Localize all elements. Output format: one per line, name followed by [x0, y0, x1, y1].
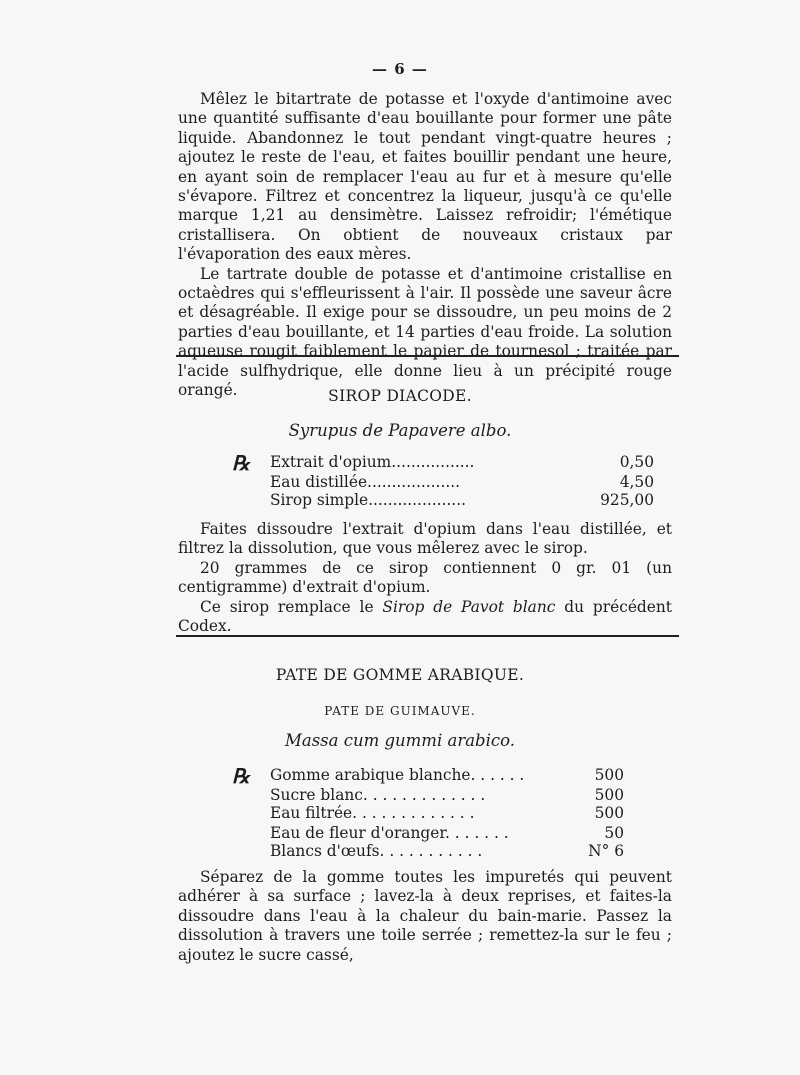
- latin-name-pate: Massa cum gummi arabico.: [284, 731, 516, 750]
- section-subtitle-pate: PATE DE GUIMAUVE.: [324, 704, 476, 718]
- ingredient-quantity: 4,50: [619, 473, 654, 491]
- ingredient-row: [270, 491, 654, 511]
- ingredient-name: Eau filtrée. . . . . . . . . . . . .: [270, 804, 475, 822]
- sirop-paragraph-3-end: du précédent Codex.: [178, 597, 672, 636]
- ingredient-quantity: 925,00: [600, 491, 654, 509]
- ingredient-quantity: 500: [594, 804, 624, 822]
- section-title-sirop: SIROP DIACODE.: [328, 387, 472, 405]
- ingredient-quantity: 500: [594, 786, 624, 804]
- ingredient-name: Gomme arabique blanche. . . . . .: [270, 766, 525, 784]
- ingredient-quantity: N° 6: [588, 842, 624, 860]
- ingredient-row: [270, 842, 624, 862]
- ingredient-row: [270, 766, 624, 786]
- ingredient-row: [270, 824, 624, 844]
- recipe-symbol-icon: ℞: [232, 764, 250, 788]
- ingredient-row: [270, 453, 654, 473]
- pate-instructions: [178, 868, 672, 965]
- sirop-paragraph-2: 20 grammes de ce sirop contiennent 0 gr. 01 (un centigramme) d'extrait d'opium.: [178, 558, 672, 597]
- ingredient-quantity: 0,50: [619, 453, 654, 471]
- recipe-symbol-icon: ℞: [232, 451, 250, 475]
- pate-paragraph-1: Séparez de la gomme toutes les impuretés qui peuvent adhérer à sa surface ; lavez-la à deux reprises, et faites-la dissoudre dans l'eau à la chaleur du bain-marie. Passez la dissolution à travers une toile serrée ; remettez-la sur le feu ; ajoutez le sucre cassé,: [178, 868, 672, 964]
- emetique-paragraph-1: Mêlez le bitartrate de potasse et l'oxyde d'antimoine avec une quantité suffisante d'eau bouillante pour former une pâte liquide. Abandonnez le tout pendant vingt-quatre heures ; ajoutez le reste de l'eau, et faites bouillir pendant une heure, en ayant soin de remplacer l'eau au fur et à mesure qu'elle s'évapore. Filtrez et concentrez la liqueur, jusqu'à ce qu'elle marque 1,21 au densimètre. Laissez refroidir; l'émétique cristallisera. On obtient de nouveaux cristaux par l'évaporation des eaux mères.: [178, 90, 672, 264]
- sirop-instructions: [178, 520, 672, 636]
- ingredient-quantity: 500: [594, 766, 624, 784]
- intro-text: [178, 90, 672, 401]
- sirop-paragraph-3-text: Ce sirop remplace le: [200, 597, 383, 616]
- sirop-paragraph-1: Faites dissoudre l'extrait d'opium dans l'eau distillée, et filtrez la dissolution, que vous mêlerez avec le sirop.: [178, 520, 672, 558]
- ingredient-name: Eau distillée...................: [270, 473, 461, 491]
- ingredient-name: Sucre blanc. . . . . . . . . . . . .: [270, 786, 486, 804]
- ingredient-name: Blancs d'œufs. . . . . . . . . . .: [270, 842, 483, 860]
- sirop-paragraph-3-italic: Sirop de Pavot blanc: [382, 597, 556, 616]
- ingredient-name: Sirop simple....................: [270, 491, 466, 509]
- emetique-paragraph-2: Le tartrate double de potasse et d'antimoine cristallise en octaèdres qui s'effleurissent à l'air. Il possède une saveur âcre et désagréable. Il exige pour se dissoudre, un peu moins de 2 parties d'eau bouillante, et 14 parties d'eau froide. La solution aqueuse rougit faiblement le papier de tournesol ; traitée par l'acide sulfhydrique, elle donne lieu à un précipité rouge orangé.: [178, 264, 672, 400]
- ingredient-row: [270, 473, 654, 493]
- sirop-paragraph-3: [178, 598, 672, 637]
- section-divider: [176, 355, 679, 357]
- ingredient-row: [270, 804, 624, 824]
- ingredient-name: Eau de fleur d'oranger. . . . . . .: [270, 824, 509, 842]
- ingredient-name: Extrait d'opium.................: [270, 453, 475, 471]
- latin-name-sirop: Syrupus de Papavere albo.: [288, 421, 512, 440]
- section-title-pate: PATE DE GOMME ARABIQUE.: [275, 666, 525, 684]
- page-number: — 6 —: [372, 60, 428, 78]
- ingredient-quantity: 50: [604, 824, 624, 842]
- section-divider: [176, 635, 679, 637]
- ingredient-row: [270, 786, 624, 806]
